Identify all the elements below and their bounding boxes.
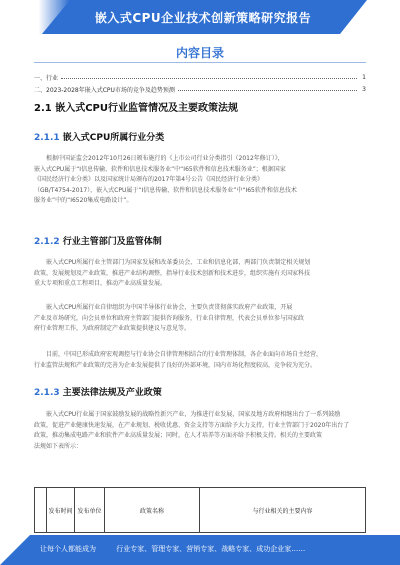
subsection-number: 2.1.3: [34, 388, 60, 398]
subsection-heading: [34, 234, 162, 247]
toc-divider: [34, 62, 366, 63]
section-heading: 2.1 嵌入式CPU行业监管情况及主要政策法规: [34, 103, 238, 114]
toc-entry-text: 行业: [46, 74, 59, 82]
paragraph-line: 政策，促进产业健康快速发展，在产业规划、税收优惠、资金支持等方面给予大力支持，行业主管部门于2020年出台了: [34, 421, 350, 429]
table-header-row: [35, 488, 365, 532]
table-header-cell: 与行业相关的主要内容: [252, 507, 313, 515]
paragraph-line: 重大专项和重点工程项目，推动产业高质量发展。: [34, 280, 167, 287]
footer-slogan: [40, 544, 305, 554]
paragraph-line: 嵌入式CPU所属行业主管部门为国家发展和改革委员会、工业和信息化部，两部门负责制定相关规划: [46, 259, 311, 266]
table-header-cell: [35, 488, 47, 532]
paragraph-line: 根据中国证监会2012年10月26日颁布施行的《上市公司行业分类指引（2012年修订）》，: [46, 155, 284, 162]
subsection-heading: [34, 130, 164, 143]
subsection-title: 行业主管部门及监管体制: [62, 237, 162, 247]
paragraph-line: 府行业管理工作，为政府制定产业政策提供建议与意见等。: [34, 325, 191, 332]
paragraph-line: 法规如下表所示：: [34, 442, 83, 450]
toc-entry[interactable]: [34, 84, 366, 94]
toc-entry-number: 二、: [34, 86, 47, 94]
paragraph-line: 《国民经济行业分类》以及国家统计局颁布的2017年第4号公告《国民经济行业分类》: [34, 176, 264, 183]
paragraph-policies: [34, 410, 366, 452]
subsection-title: 嵌入式CPU所属行业分类: [62, 133, 165, 143]
subsection-number: 2.1.2: [34, 237, 60, 247]
subsection-title: 主要法律法规及产业政策: [62, 388, 162, 398]
paragraph-industry-association: [34, 303, 366, 335]
table-header-cell: 发布单位: [75, 488, 105, 532]
toc-leader-dots: [178, 87, 357, 91]
toc-entry-page: 1: [362, 73, 366, 81]
footer-slogan-lead: 让每个人都能成为: [40, 545, 96, 553]
table-header-cell: 政策名称: [105, 488, 200, 532]
footer-banner: [0, 535, 400, 565]
paragraph-line: 政策，发展规划及产业政策，推进产业结构调整，指导行业技术创新和技术进步，组织实施有关国家科技: [34, 269, 311, 277]
header-decoration-left: [0, 0, 70, 34]
toc-entry-number: 一、: [34, 74, 47, 82]
paragraph-line: 嵌入式CPU所属行业自律组织为中国半导体行业协会，主要负责贯彻落实政府产业政策，开展: [46, 304, 293, 311]
header-decoration-right: [340, 0, 400, 34]
paragraph-industry-classification: [34, 154, 366, 207]
paragraph-regulatory-authority: [34, 258, 366, 290]
paragraph-line: 行业监管法规和产业政策的完善为企业发展提供了良好的外部环境，国内市场化程度较高，竞争较为充分。: [34, 361, 317, 369]
paragraph-line: 目前，中国已形成政府宏观调控与行业协会自律管理相结合的行业管理体制，各企业面向市场自主经营，: [46, 351, 323, 358]
subsection-number: 2.1.1: [34, 133, 60, 143]
footer-slogan-tail: 行业专家、管理专家、营销专家、战略专家、成功企业家……: [116, 545, 306, 553]
paragraph-line: 嵌入式CPU行业属于国家鼓励发展的战略性新兴产业，为推进行业发展，国家及地方政府相继出台了一系列鼓励: [46, 411, 341, 418]
toc-entry-page: 3: [362, 85, 366, 93]
header-banner: [0, 0, 400, 34]
paragraph-line: 服务业”中的“I6520集成电路设计”。: [34, 197, 133, 204]
toc-leader-dots: [61, 75, 357, 79]
toc-entry[interactable]: [34, 72, 366, 82]
report-title: 嵌入式CPU企业技术创新策略研究报告: [94, 11, 312, 25]
paragraph-line: 产业及市场研究，向会员单位和政府主管部门提供咨询服务，行业自律管理，代表会员单位参与国家政: [34, 314, 305, 322]
table-header-cell: 发布时间: [47, 488, 75, 532]
footer-decoration: [0, 535, 30, 565]
paragraph-line: （GB/T4754-2017），嵌入式CPU属于“I信息传输、软件和信息技术服务业”中“I65软件和信息技术: [34, 186, 297, 194]
paragraph-management-system: [34, 350, 366, 371]
paragraph-line: 政策，推动集成电路产业和软件产业高质量发展；同时，在人才培养等方面亦给予积极支持。相关的主要政策: [34, 432, 323, 439]
policy-table: [34, 487, 366, 533]
toc-title: 内容目录: [175, 46, 224, 60]
paragraph-line: 嵌入式CPU属于“I信息传输、软件和信息技术服务业”中“I65软件和信息技术服务业”；根据国家: [34, 165, 286, 173]
subsection-heading: [34, 385, 162, 398]
toc-entry-text: 2023-2028年嵌入式CPU市场的竞争及趋势预测: [46, 86, 175, 94]
